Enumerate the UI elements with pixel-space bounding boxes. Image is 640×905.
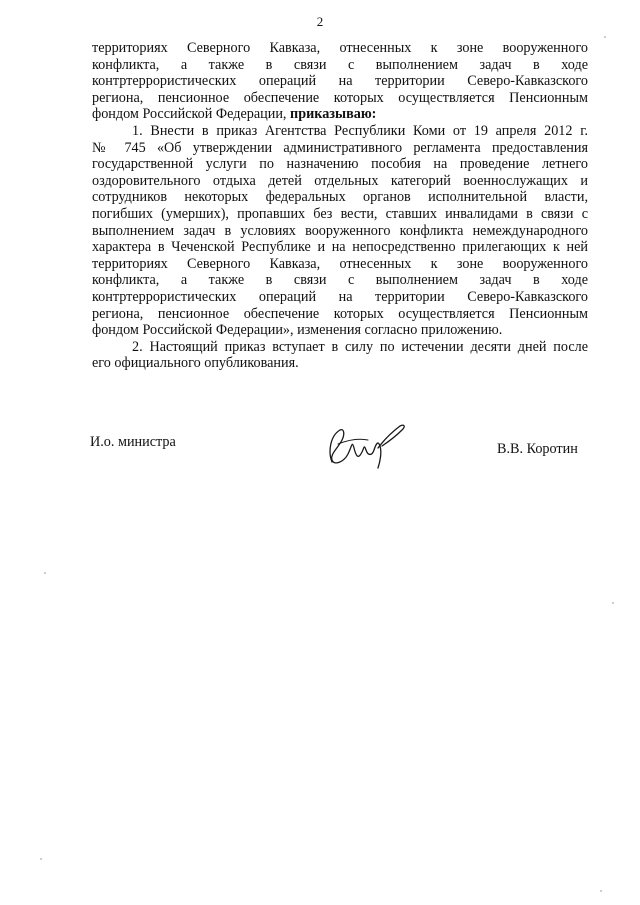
text-line: контртеррористических операций на территории Северо-Кавказского	[92, 288, 588, 305]
page-number: 2	[316, 14, 324, 29]
text-line: сотрудников некоторых федеральных органов исполнительной власти,	[92, 189, 588, 206]
scan-speck	[600, 890, 602, 892]
document-body	[92, 40, 588, 372]
text-line: оздоровительного отдыха детей отдельных категорий военнослужащих и	[92, 172, 588, 189]
text-line: региона, пенсионное обеспечение которых осуществляется Пенсионным	[92, 89, 588, 106]
text-line: погибших (умерших), пропавших без вести, ставших инвалидами в связи с	[92, 205, 588, 222]
text-line: конфликта, а также в связи с выполнением задач в ходе	[92, 56, 588, 73]
handwritten-signature	[318, 418, 414, 474]
text-line: региона, пенсионное обеспечение которых осуществляется Пенсионным	[92, 305, 588, 322]
text-line: государственной услуги по назначению пособия на проведение летнего	[92, 156, 588, 173]
signer-position: И.о. министра	[90, 434, 176, 450]
text-line: характера в Чеченской Республике и на непосредственно прилегающих к ней	[92, 239, 588, 256]
item-1	[92, 123, 588, 339]
paragraph-intro	[92, 40, 588, 123]
text-line: 2. Настоящий приказ вступает в силу по истечении десяти дней после	[132, 338, 588, 355]
text-line	[92, 106, 588, 123]
text-line: фондом Российской Федерации», изменения согласно приложению.	[92, 322, 503, 339]
intro-closing-text: фондом Российской Федерации,	[92, 106, 291, 123]
text-line: конфликта, а также в связи с выполнением задач в ходе	[92, 272, 588, 289]
scan-speck	[40, 858, 42, 860]
text-line: территориях Северного Кавказа, отнесенных к зоне вооруженного	[92, 255, 588, 272]
scan-speck	[44, 572, 46, 574]
signer-name: В.В. Коротин	[497, 441, 578, 457]
scan-speck	[612, 602, 614, 604]
text-line: № 745 «Об утверждении административного регламента предоставления	[92, 139, 588, 156]
text-line: 1. Внести в приказ Агентства Республики Коми от 19 апреля 2012 г.	[132, 122, 588, 139]
text-line: территориях Северного Кавказа, отнесенных к зоне вооруженного	[92, 40, 588, 56]
text-line: выполнением задач в условиях вооруженного конфликта немеждународного	[92, 222, 588, 239]
scan-speck	[604, 36, 606, 38]
text-line: контртеррористических операций на территории Северо-Кавказского	[92, 73, 588, 90]
order-keyword: приказываю:	[290, 106, 377, 123]
text-line: его официального опубликования.	[92, 355, 299, 372]
item-2	[92, 339, 588, 372]
